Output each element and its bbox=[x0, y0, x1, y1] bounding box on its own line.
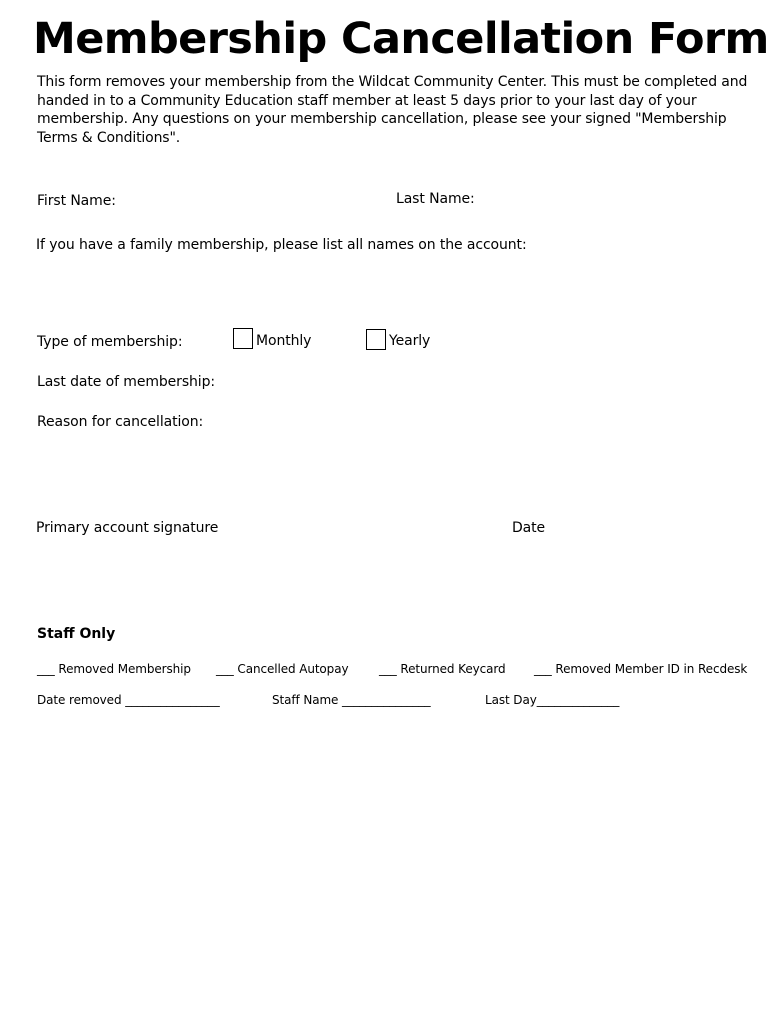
monthly-option-label: Monthly bbox=[256, 333, 312, 349]
form-title: Membership Cancellation Form bbox=[33, 14, 769, 64]
staff-name-field: Staff Name _______________ bbox=[272, 693, 431, 707]
reason-label: Reason for cancellation: bbox=[37, 414, 204, 430]
returned-keycard-item: ___ Returned Keycard bbox=[379, 662, 506, 676]
last-date-label: Last date of membership: bbox=[37, 374, 215, 390]
last-day-field: Last Day______________ bbox=[485, 693, 620, 707]
family-names-label: If you have a family membership, please list all names on the account: bbox=[36, 237, 527, 253]
yearly-option-label: Yearly bbox=[389, 333, 431, 349]
date-removed-field: Date removed ________________ bbox=[37, 693, 220, 707]
signature-label: Primary account signature bbox=[36, 520, 219, 536]
removed-member-id-item: ___ Removed Member ID in Recdesk bbox=[534, 662, 748, 676]
cancelled-autopay-item: ___ Cancelled Autopay bbox=[216, 662, 349, 676]
date-label: Date bbox=[512, 520, 546, 536]
staff-only-heading: Staff Only bbox=[37, 626, 116, 642]
intro-paragraph: This form removes your membership from the Wildcat Community Center. This must be completed and handed in to a Community Education staff member at least 5 days prior to your last day of your membership. Any questions on your membership cancellation, please see your signed "Membership Terms & Conditions". bbox=[37, 74, 748, 146]
membership-type-label: Type of membership: bbox=[37, 334, 183, 350]
first-name-label: First Name: bbox=[37, 193, 116, 209]
last-name-label: Last Name: bbox=[396, 191, 475, 207]
monthly-checkbox[interactable] bbox=[233, 328, 253, 349]
removed-membership-item: ___ Removed Membership bbox=[37, 662, 191, 676]
yearly-checkbox[interactable] bbox=[366, 329, 386, 350]
